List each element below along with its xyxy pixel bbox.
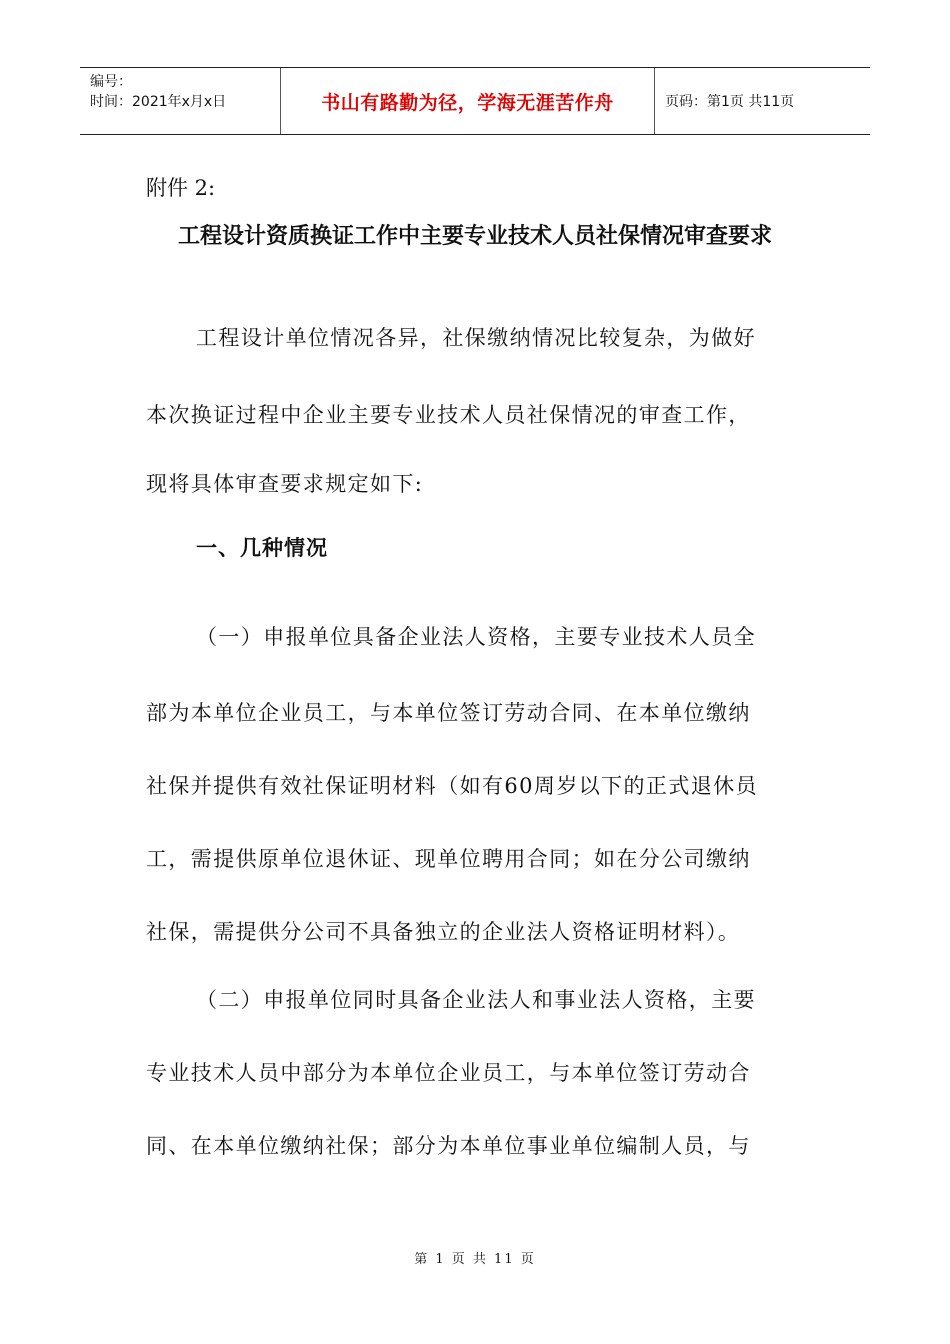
attachment-label: 附件 2: [146,176,216,200]
page-footer: 第 1 页 共 11 页 [414,1252,536,1267]
number-label: 编号： [90,74,132,90]
header-meta-cell [80,68,281,134]
paragraph-line: 专业技术人员中部分为本单位企业员工，与本单位签订劳动合 [146,1061,751,1085]
paragraph-line: 部为本单位企业员工，与本单位签订劳动合同、在本单位缴纳 [146,701,751,725]
document-header-table [80,67,870,135]
paragraph-line: （一）申报单位具备企业法人资格，主要专业技术人员全 [196,625,756,649]
intro-line: 工程设计单位情况各异，社保缴纳情况比较复杂，为做好 [196,326,756,350]
section-heading: 一、几种情况 [196,536,328,560]
time-label: 时间：2021年x月x日 [90,94,227,110]
motto-text: 书山有路勤为径，学海无涯苦作舟 [321,91,614,114]
paragraph-line: 社保并提供有效社保证明材料（如有60周岁以下的正式退休员 [146,774,758,798]
paragraph-line: （二）申报单位同时具备企业法人和事业法人资格，主要 [196,988,756,1012]
intro-line: 本次换证过程中企业主要专业技术人员社保情况的审查工作， [146,403,751,427]
header-motto-cell [281,68,655,134]
paragraph-line: 同、在本单位缴纳社保；部分为本单位事业单位编制人员，与 [146,1134,751,1158]
intro-line: 现将具体审查要求规定如下: [146,472,424,496]
paragraph-line: 工，需提供原单位退休证、现单位聘用合同；如在分公司缴纳 [146,847,751,871]
paragraph-line: 社保，需提供分公司不具备独立的企业法人资格证明材料）。 [146,920,741,944]
document-title: 工程设计资质换证工作中主要专业技术人员社保情况审查要求 [177,224,772,249]
page-info: 页码：第1页 共11页 [665,94,795,110]
header-page-cell [655,68,870,134]
